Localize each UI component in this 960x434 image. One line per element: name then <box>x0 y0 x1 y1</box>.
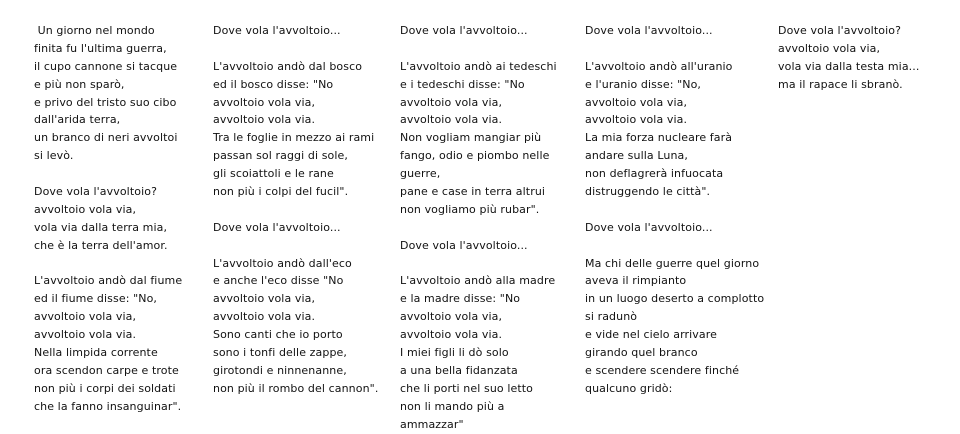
poem-line: Non vogliam mangiar più <box>400 131 542 145</box>
stanza <box>34 272 214 415</box>
poem-line: e i tedeschi disse: "No <box>400 77 525 91</box>
poem-line: La mia forza nucleare farà <box>585 131 733 145</box>
poem-line: ed il fiume disse: "No, <box>34 292 158 306</box>
stanza-gap <box>585 237 765 255</box>
stanza <box>213 219 393 237</box>
poem-line: ora scendon carpe e trote <box>34 363 179 377</box>
stanza-gap <box>213 237 393 255</box>
poem-line: avvoltoio vola via. <box>34 328 137 342</box>
poem-line: a una bella fidanzata <box>400 363 518 377</box>
poem-line: avvoltoio vola via. <box>585 113 688 127</box>
poem-line: si levò. <box>34 149 74 163</box>
poem-line: non più il rombo del cannon". <box>213 381 379 395</box>
poem-line: in un luogo deserto a complotto <box>585 292 765 306</box>
poem-line: fango, odio e piombo nelle <box>400 149 550 163</box>
poem-line: un branco di neri avvoltoi <box>34 131 178 145</box>
poem-line: ma il rapace li sbranò. <box>778 77 903 91</box>
poem-line: Dove vola l'avvoltoio? <box>34 185 158 199</box>
stanza <box>34 183 214 255</box>
poem-line: Nella limpida corrente <box>34 346 158 360</box>
poem-line: avvoltoio vola via, <box>400 95 503 109</box>
poem-line: il cupo cannone si tacque <box>34 59 178 73</box>
stanza <box>585 22 765 40</box>
stanza-gap <box>585 40 765 58</box>
stanza <box>213 255 393 398</box>
poem-column-4 <box>585 22 765 398</box>
poem-line: non vogliamo più rubar". <box>400 202 540 216</box>
stanza <box>400 237 580 255</box>
stanza <box>34 22 214 165</box>
poem-line: avvoltoio vola via. <box>213 113 316 127</box>
poem-line: non li mando più a <box>400 399 505 413</box>
poem-line: vola via dalla testa mia... <box>778 59 920 73</box>
poem-line: aveva il rimpianto <box>585 274 687 288</box>
poem-line: e privo del tristo suo cibo <box>34 95 177 109</box>
poem-line: che è la terra dell'amor. <box>34 238 168 252</box>
stanza-gap <box>213 40 393 58</box>
poem-line: girando quel branco <box>585 346 698 360</box>
poem-line: Sono canti che io porto <box>213 328 343 342</box>
poem-line: si radunò <box>585 310 638 324</box>
poem-line: Dove vola l'avvoltoio? <box>778 24 902 37</box>
poem-column-2 <box>213 22 393 398</box>
poem-line: Tra le foglie in mezzo ai rami <box>213 131 375 145</box>
poem-line: che la fanno insanguinar". <box>34 399 182 413</box>
poem-line: finita fu l'ultima guerra, <box>34 41 167 55</box>
poem-line: avvoltoio vola via, <box>778 41 881 55</box>
poem-line: distruggendo le città". <box>585 185 711 199</box>
poem-line: non deflagrerà infuocata <box>585 167 724 181</box>
poem-line: avvoltoio vola via, <box>213 95 316 109</box>
stanza-gap <box>400 255 580 273</box>
stanza <box>213 58 393 201</box>
poem-line: L'avvoltoio andò alla madre <box>400 274 556 288</box>
poem-line: ammazzar" <box>400 417 464 431</box>
stanza-gap <box>34 255 214 273</box>
poem-line: avvoltoio vola via, <box>400 310 503 324</box>
poem-line: vola via dalla terra mia, <box>34 220 168 234</box>
poem-line: Dove vola l'avvoltoio... <box>400 24 528 37</box>
poem-line: avvoltoio vola via, <box>585 95 688 109</box>
stanza-gap <box>34 165 214 183</box>
poem-line: Dove vola l'avvoltoio... <box>585 24 713 37</box>
poem-line: e vide nel cielo arrivare <box>585 328 717 342</box>
stanza <box>585 255 765 398</box>
poem-line: non più i corpi dei soldati <box>34 381 176 395</box>
poem-line: guerre, <box>400 167 441 181</box>
stanza <box>778 22 958 94</box>
poem-line: Ma chi delle guerre quel giorno <box>585 256 760 270</box>
stanza <box>213 22 393 40</box>
poem-line: L'avvoltoio andò dall'eco <box>213 256 352 270</box>
poem-line: avvoltoio vola via. <box>400 113 503 127</box>
poem-line: L'avvoltoio andò all'uranio <box>585 59 733 73</box>
poem-line: Dove vola l'avvoltoio... <box>213 24 341 37</box>
poem-line: Dove vola l'avvoltoio... <box>213 220 341 234</box>
poem-line: che li porti nel suo letto <box>400 381 533 395</box>
poem-line: sono i tonfi delle zappe, <box>213 346 348 360</box>
poem-line: avvoltoio vola via, <box>34 310 137 324</box>
poem-line: qualcuno gridò: <box>585 381 673 395</box>
poem-line: Dove vola l'avvoltoio... <box>585 220 713 234</box>
poem-line: L'avvoltoio andò ai tedeschi <box>400 59 557 73</box>
poem-line: avvoltoio vola via. <box>213 310 316 324</box>
poem-line: andare sulla Luna, <box>585 149 688 163</box>
stanza <box>400 22 580 40</box>
stanza-gap <box>585 201 765 219</box>
poem-line: pane e case in terra altrui <box>400 185 546 199</box>
stanza <box>585 219 765 237</box>
poem-column-1 <box>34 22 214 416</box>
poem-line: Un giorno nel mondo <box>34 24 155 37</box>
poem-line: e scendere scendere finché <box>585 363 740 377</box>
poem-column-3 <box>400 22 580 433</box>
poem-line: gli scoiattoli e le rane <box>213 167 334 181</box>
poem-line: avvoltoio vola via, <box>213 292 316 306</box>
stanza-gap <box>400 40 580 58</box>
stanza-gap <box>213 201 393 219</box>
poem-line: e più non sparò, <box>34 77 125 91</box>
poem-line: avvoltoio vola via, <box>34 202 137 216</box>
stanza-gap <box>400 219 580 237</box>
poem-line: ed il bosco disse: "No <box>213 77 334 91</box>
poem-line: dall'arida terra, <box>34 113 121 127</box>
poem-column-5 <box>778 22 958 94</box>
poem-line: passan sol raggi di sole, <box>213 149 349 163</box>
poem-line: e anche l'eco disse "No <box>213 274 344 288</box>
poem-line: e l'uranio disse: "No, <box>585 77 702 91</box>
stanza <box>400 272 580 433</box>
stanza <box>585 58 765 201</box>
poem-line: avvoltoio vola via. <box>400 328 503 342</box>
poem-line: Dove vola l'avvoltoio... <box>400 238 528 252</box>
poem-line: L'avvoltoio andò dal fiume <box>34 274 183 288</box>
poem-line: girotondi e ninnenanne, <box>213 363 347 377</box>
stanza <box>400 58 580 219</box>
poem-line: L'avvoltoio andò dal bosco <box>213 59 363 73</box>
poem-line: non più i colpi del fucil". <box>213 185 349 199</box>
poem-line: e la madre disse: "No <box>400 292 521 306</box>
poem-line: I miei figli li dò solo <box>400 346 509 360</box>
